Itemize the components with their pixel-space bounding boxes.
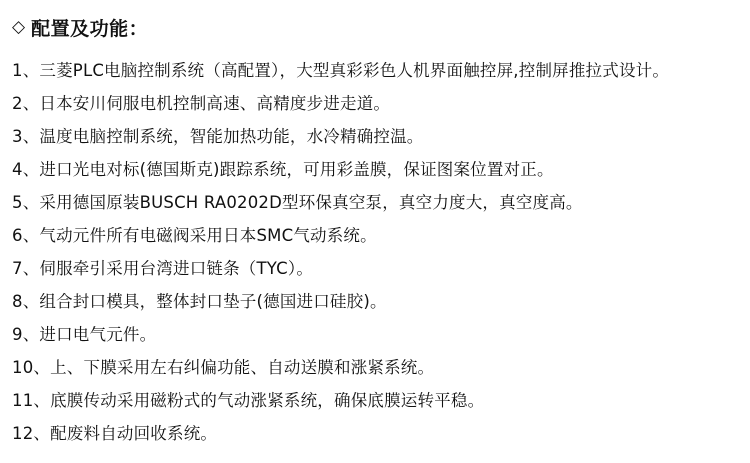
list-item-text: 11、底膜传动采用磁粉式的气动涨紧系统，确保底膜运转平稳。 <box>12 391 485 411</box>
list-item <box>12 88 742 121</box>
list-item <box>12 220 742 253</box>
list-item-text: 10、上、下膜采用左右纠偏功能、自动送膜和涨紧系统。 <box>12 358 435 378</box>
page-title: 配置及功能： <box>31 18 149 40</box>
feature-list <box>8 55 742 451</box>
list-item-text: 1、三菱PLC电脑控制系统（高配置），大型真彩彩色人机界面触控屏,控制屏推拉式设计。 <box>12 61 670 81</box>
list-item <box>12 418 742 451</box>
list-item <box>12 286 742 319</box>
section-heading <box>12 14 742 41</box>
list-item-text: 9、进口电气元件。 <box>12 325 157 345</box>
list-item <box>12 121 742 154</box>
list-item <box>12 352 742 385</box>
list-item-text: 12、配废料自动回收系统。 <box>12 424 218 444</box>
diamond-outline-icon: ◇ <box>12 17 26 37</box>
list-item-text: 2、日本安川伺服电机控制高速、高精度步进走道。 <box>12 94 391 114</box>
list-item <box>12 55 742 88</box>
list-item <box>12 385 742 418</box>
list-item <box>12 319 742 352</box>
list-item <box>12 187 742 220</box>
list-item <box>12 253 742 286</box>
list-item-text: 7、伺服牵引采用台湾进口链条（TYC）。 <box>12 259 314 279</box>
list-item-text: 8、组合封口模具，整体封口垫子(德国进口硅胶)。 <box>12 292 387 312</box>
list-item-text: 6、气动元件所有电磁阀采用日本SMC气动系统。 <box>12 226 377 246</box>
list-item <box>12 154 742 187</box>
list-item-text: 3、温度电脑控制系统，智能加热功能，水冷精确控温。 <box>12 127 424 147</box>
list-item-text: 4、进口光电对标(德国斯克)跟踪系统，可用彩盖膜，保证图案位置对正。 <box>12 160 554 180</box>
list-item-text: 5、采用德国原装BUSCH RA0202D型环保真空泵，真空力度大，真空度高。 <box>12 193 583 213</box>
